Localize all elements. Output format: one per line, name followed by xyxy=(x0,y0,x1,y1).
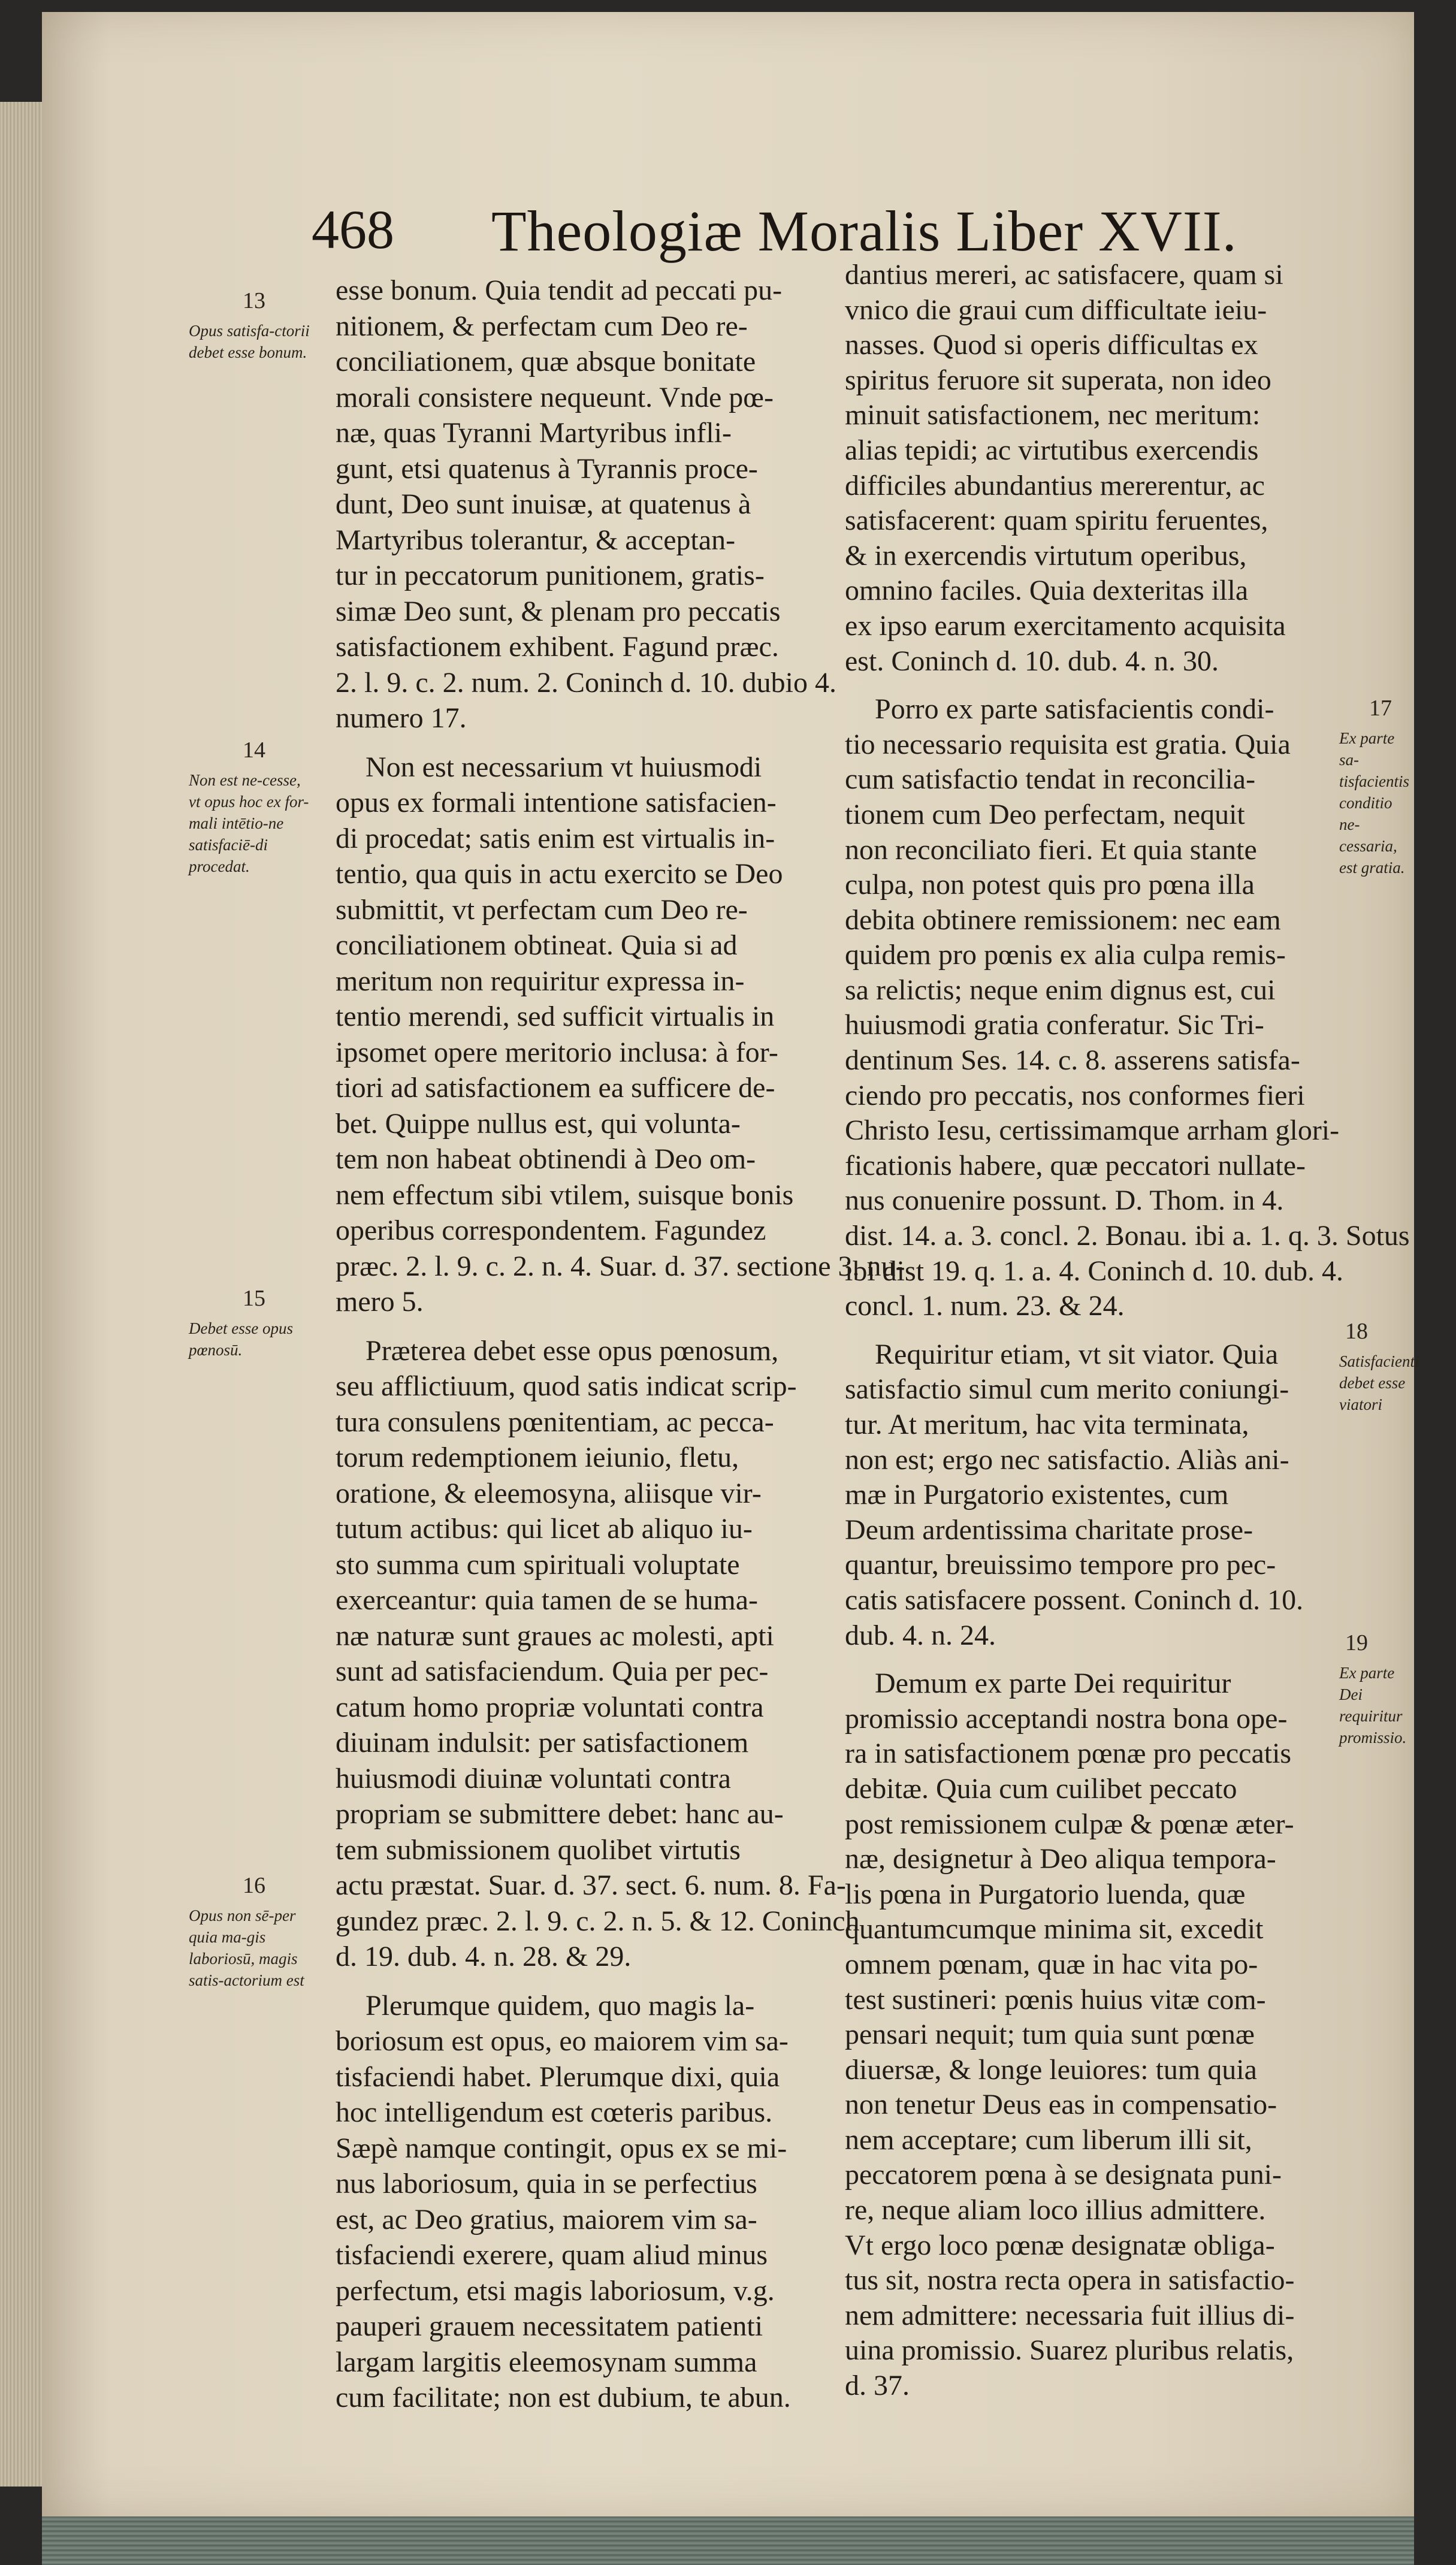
text-line: gunt, etsi quatenus à Tyrannis proce- xyxy=(336,452,758,485)
text-line: gundez præc. 2. l. 9. c. 2. n. 5. & 12. Coninch xyxy=(336,1905,860,1937)
running-title: Theologiæ Moralis Liber XVII. xyxy=(491,199,1237,263)
text-line: ficationis habere, quæ peccatori nullate- xyxy=(845,1149,1306,1182)
text-line: satisfactio simul cum merito coniungi- xyxy=(845,1373,1289,1406)
text-line: dub. 4. n. 24. xyxy=(845,1619,996,1651)
text-line: non tenetur Deus eas in compensatio- xyxy=(845,2089,1277,2121)
text-line: tiori ad satisfactionem ea sufficere de- xyxy=(336,1072,775,1104)
paragraph-gap xyxy=(336,736,839,750)
text-line: operibus correspondentem. Fagundez xyxy=(336,1214,766,1246)
text-line: Martyribus tolerantur, & acceptan- xyxy=(336,524,736,556)
text-line: næ, designetur à Deo aliqua tempora- xyxy=(845,1843,1276,1875)
margin-note-17 xyxy=(1339,695,1411,878)
text-line: opus ex formali intentione satisfacien- xyxy=(336,787,777,818)
text-line: debitæ. Quia cum cuilibet peccato xyxy=(845,1772,1237,1805)
text-line: ciendo pro peccatis, nos conformes fieri xyxy=(845,1079,1305,1111)
margin-note-number: 17 xyxy=(1369,696,1392,721)
text-line: nem admittere: necessaria fuit illius di- xyxy=(845,2299,1295,2331)
text-line: boriosum est opus, eo maiorem vim sa- xyxy=(336,2025,789,2057)
text-line: præc. 2. l. 9. c. 2. n. 4. Suar. d. 37. sectione 3. nu- xyxy=(336,1250,905,1282)
text-line: omnino faciles. Quia dexteritas illa xyxy=(845,575,1249,607)
text-line: morali consistere nequeunt. Vnde pœ- xyxy=(336,381,774,413)
text-line: huiusmodi diuinæ voluntati contra xyxy=(336,1762,731,1794)
text-line: di procedat; satis enim est virtualis in- xyxy=(336,822,775,854)
text-line: nus conuenire possunt. D. Thom. in 4. xyxy=(845,1185,1284,1217)
margin-note-18 xyxy=(1339,1318,1419,1415)
text-line: sa relictis; neque enim dignus est, cui xyxy=(845,974,1276,1006)
text-line: tisfaciendi habet. Plerumque dixi, quia xyxy=(336,2061,780,2093)
text-line: tisfaciendi exerere, quam aliud minus xyxy=(336,2239,768,2271)
text-line: Non est necessarium vt huiusmodi xyxy=(365,751,762,783)
margin-note-number: 15 xyxy=(243,1286,265,1311)
text-line: pauperi grauem necessitatem patienti xyxy=(336,2310,763,2342)
text-line: tentio merendi, sed sufficit virtualis in xyxy=(336,1001,775,1032)
text-line: mero 5. xyxy=(336,1286,424,1318)
text-line: cum satisfactio tendat in reconcilia- xyxy=(845,763,1256,796)
text-line: minuit satisfactionem, nec meritum: xyxy=(845,399,1261,431)
left-text-column xyxy=(336,273,905,2416)
text-line: d. 19. dub. 4. n. 28. & 29. xyxy=(336,1941,632,1972)
text-line: non reconciliato fieri. Et quia stante xyxy=(845,833,1257,866)
margin-note-number: 14 xyxy=(243,738,265,763)
text-line: tus sit, nostra recta opera in satisfactio- xyxy=(845,2264,1295,2297)
text-line: Deum ardentissima charitate prose- xyxy=(845,1513,1253,1546)
text-line: conciliationem obtineat. Quia si ad xyxy=(336,929,738,961)
text-line: submittit, vt perfectam cum Deo re- xyxy=(336,893,748,926)
margin-note-number: 16 xyxy=(243,1873,265,1898)
text-line: næ naturæ sunt graues ac molesti, apti xyxy=(336,1620,774,1652)
text-line: propriam se submittere debet: hanc au- xyxy=(336,1798,784,1830)
text-line: Porro ex parte satisfacientis condi- xyxy=(875,693,1274,726)
text-line: satisfacerent: quam spiritu feruentes, xyxy=(845,504,1268,537)
text-line: torum redemptionem ieiunio, fletu, xyxy=(336,1442,739,1473)
text-line: est, ac Deo gratius, maiorem vim sa- xyxy=(336,2203,757,2235)
margin-note-text: Ex parte Dei requiritur promissio. xyxy=(1339,1664,1407,1747)
page-number: 468 xyxy=(312,199,394,260)
text-line: ipsomet opere meritorio inclusa: à for- xyxy=(336,1036,778,1068)
text-line: seu afflictiuum, quod satis indicat scrip- xyxy=(336,1370,797,1402)
text-line: Vt ergo loco pœnæ designatæ obliga- xyxy=(845,2229,1275,2261)
text-line: nem effectum sibi vtilem, suisque bonis xyxy=(336,1179,794,1211)
text-line: post remissionem culpæ & pœnæ æter- xyxy=(845,1808,1294,1840)
margin-note-text: Debet esse opus pœnosū. xyxy=(189,1319,293,1359)
text-line: conciliationem, quæ absque bonitate xyxy=(336,346,756,377)
text-line: tem submissionem quolibet virtutis xyxy=(336,1833,741,1866)
text-line: 2. l. 9. c. 2. num. 2. Coninch d. 10. dubio 4. xyxy=(336,666,836,699)
margin-note-number: 18 xyxy=(1345,1319,1368,1344)
text-line: quidem pro pœnis ex alia culpa remis- xyxy=(845,939,1286,971)
text-line: Plerumque quidem, quo magis la- xyxy=(365,1989,755,2022)
text-line: dentinum Ses. 14. c. 8. asserens satisfa- xyxy=(845,1044,1300,1077)
text-line: tutum actibus: qui licet ab aliquo iu- xyxy=(336,1513,753,1545)
text-line: est. Coninch d. 10. dub. 4. n. 30. xyxy=(845,645,1219,677)
paragraph-gap xyxy=(336,1320,839,1333)
text-line: pensari nequit; tum quia sunt pœnæ xyxy=(845,2019,1255,2051)
margin-note-text: Ex parte sa-tisfacientis conditio ne-cessaria, est gratia. xyxy=(1339,729,1409,877)
margin-note-text: Satisfacienti debet esse viatori xyxy=(1339,1352,1419,1413)
text-line: actu præstat. Suar. d. 37. sect. 6. num. 8. Fa- xyxy=(336,1869,846,1901)
text-line: ex ipso earum exercitamento acquisita xyxy=(845,609,1286,642)
text-line: Demum ex parte Dei requiritur xyxy=(875,1667,1231,1700)
text-line: tionem cum Deo perfectam, nequit xyxy=(845,798,1245,830)
text-line: tentio, qua quis in actu exercito se Deo xyxy=(336,858,783,890)
text-line: vnico die graui cum difficultate ieiu- xyxy=(845,294,1267,326)
text-line: simæ Deo sunt, & plenam pro peccatis xyxy=(336,595,781,627)
page-edge-bottom xyxy=(42,2516,1414,2565)
text-line: & in exercendis virtutum operibus, xyxy=(845,539,1247,572)
text-line: numero 17. xyxy=(336,702,467,734)
text-line: ra in satisfactionem pœnæ pro peccatis xyxy=(845,1738,1292,1770)
text-line: Christo Iesu, certissimamque arrham glori- xyxy=(845,1114,1340,1147)
text-line: nitionem, & perfectam cum Deo re- xyxy=(336,310,748,342)
text-line: tem non habeat obtinendi à Deo om- xyxy=(336,1143,756,1175)
text-line: tur in peccatorum punitionem, gratis- xyxy=(336,560,765,591)
text-line: largam largitis eleemosynam summa xyxy=(336,2346,757,2378)
text-line: esse bonum. Quia tendit ad peccati pu- xyxy=(336,274,783,306)
text-line: satisfactionem exhibent. Fagund præc. xyxy=(336,631,779,663)
text-line: dantius mereri, ac satisfacere, quam si xyxy=(845,259,1283,291)
text-line: huiusmodi gratia conferatur. Sic Tri- xyxy=(845,1009,1264,1041)
text-line: diuinam indulsit: per satisfactionem xyxy=(336,1727,749,1759)
page-edge-left xyxy=(0,102,42,2487)
text-line: tura consulens pœnitentiam, ac pecca- xyxy=(336,1406,774,1438)
text-line: Requiritur etiam, vt sit viator. Quia xyxy=(875,1338,1279,1370)
margin-note-text: Opus satisfa-ctorii debet esse bonum. xyxy=(189,322,310,361)
text-line: culpa, non potest quis pro pœna illa xyxy=(845,869,1255,901)
text-line: næ, quas Tyranni Martyribus infli- xyxy=(336,417,732,449)
text-line: quantur, breuissimo tempore pro pec- xyxy=(845,1549,1276,1581)
text-line: d. 37. xyxy=(845,2370,910,2402)
text-line: catum homo propriæ voluntati contra xyxy=(336,1691,764,1723)
text-line: diuersæ, & longe leuiores: tum quia xyxy=(845,2053,1257,2086)
margin-note-19 xyxy=(1339,1630,1411,1748)
paragraph-gap xyxy=(845,1653,1342,1666)
text-line: dist. 14. a. 3. concl. 2. Bonau. ibi a. 1. q. 3. Sotus xyxy=(845,1220,1410,1252)
text-line: test sustineri: pœnis huius vitæ com- xyxy=(845,1983,1266,2016)
text-line: catis satisfacere possent. Coninch d. 10. xyxy=(845,1584,1304,1616)
paragraph-gap xyxy=(845,679,1342,692)
text-line: Sæpè namque contingit, opus ex se mi- xyxy=(336,2132,787,2164)
text-line: sunt ad satisfaciendum. Quia per pec- xyxy=(336,1655,769,1687)
text-line: re, neque aliam loco illius admittere. xyxy=(845,2194,1266,2226)
text-line: mæ in Purgatorio existentes, cum xyxy=(845,1479,1229,1511)
text-line: nem acceptare; cum liberum illi sit, xyxy=(845,2123,1252,2156)
margin-note-15 xyxy=(189,1285,315,1361)
text-line: quantumcumque minima sit, excedit xyxy=(845,1913,1264,1945)
text-line: Præterea debet esse opus pœnosum, xyxy=(365,1334,779,1367)
text-line: meritum non requiritur expressa in- xyxy=(336,965,745,997)
text-line: bet. Quippe nullus est, qui volunta- xyxy=(336,1107,741,1140)
paragraph-gap xyxy=(336,1975,839,1988)
text-line: dunt, Deo sunt inuisæ, at quatenus à xyxy=(336,488,751,520)
text-line: hoc intelligendum est cœteris paribus. xyxy=(336,2096,773,2128)
margin-note-number: 19 xyxy=(1345,1630,1368,1655)
margin-note-13 xyxy=(189,288,315,363)
text-line: omnem pœnam, quæ in hac vita po- xyxy=(845,1948,1258,1980)
text-line: spiritus feruore sit superata, non ideo xyxy=(845,364,1271,396)
text-line: concl. 1. num. 23. & 24. xyxy=(845,1290,1125,1322)
text-line: difficiles abundantius mererentur, ac xyxy=(845,469,1265,501)
text-line: peccatorem pœna à se designata puni- xyxy=(845,2159,1282,2191)
text-line: tio necessario requisita est gratia. Quia xyxy=(845,728,1291,760)
margin-note-text: Opus non sē-per quia ma-gis laboriosū, magis satis-actorium est xyxy=(189,1907,304,1989)
text-line: debita obtinere remissionem: nec eam xyxy=(845,904,1281,936)
text-line: sto summa cum spirituali voluptate xyxy=(336,1548,740,1581)
text-line: perfectum, etsi magis laboriosum, v.g. xyxy=(336,2274,775,2307)
text-line: nus laboriosum, quia in se perfectius xyxy=(336,2168,757,2200)
text-line: tur. At meritum, hac vita terminata, xyxy=(845,1409,1249,1440)
text-line: non est; ergo nec satisfactio. Aliàs ani- xyxy=(845,1443,1289,1476)
text-line: exerceantur: quia tamen de se huma- xyxy=(336,1584,758,1616)
text-line: promissio acceptandi nostra bona ope- xyxy=(845,1702,1288,1735)
text-line: lis pœna in Purgatorio luenda, quæ xyxy=(845,1878,1246,1910)
text-line: oratione, & eleemosyna, aliisque vir- xyxy=(336,1477,762,1509)
margin-note-number: 13 xyxy=(243,288,265,313)
text-line: ibi dist 19. q. 1. a. 4. Coninch d. 10. dub. 4. xyxy=(845,1255,1343,1287)
margin-note-16 xyxy=(189,1872,315,1991)
text-line: nasses. Quod si operis difficultas ex xyxy=(845,329,1258,361)
margin-note-text: Non est ne-cesse, vt opus hoc ex for-mali intētio-ne satisfaciē-di procedat. xyxy=(189,771,309,875)
paragraph-gap xyxy=(845,1324,1342,1337)
text-line: alias tepidi; ac virtutibus exercendis xyxy=(845,434,1259,466)
text-line: cum facilitate; non est dubium, te abun. xyxy=(336,2382,791,2413)
text-line: uina promissio. Suarez pluribus relatis, xyxy=(845,2334,1294,2367)
margin-note-14 xyxy=(189,737,315,877)
